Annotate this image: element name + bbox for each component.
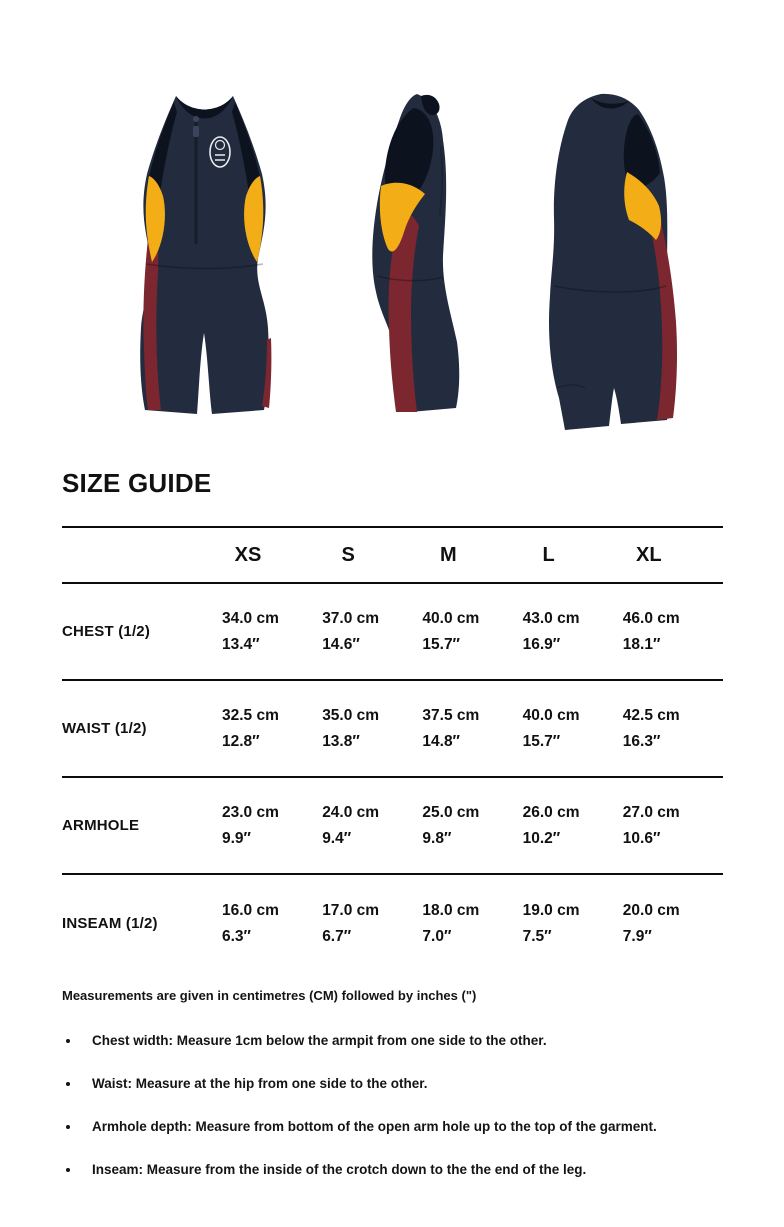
measurement-cell: 25.0 cm 9.8″ <box>422 803 480 847</box>
measurement-cell: 23.0 cm 9.9″ <box>222 803 279 847</box>
unisuit-back-image <box>501 88 711 440</box>
measurement-cell: 27.0 cm 10.6″ <box>622 803 680 847</box>
measurement-cell: 35.0 cm 13.8″ <box>322 706 380 750</box>
size-column-header-xl: XL <box>636 543 662 566</box>
back-body-panel <box>549 94 673 430</box>
measurement-cell: 24.0 cm 9.4″ <box>322 803 380 847</box>
instruction-chest: Chest width: Measure 1cm below the armpit from one side to the other. <box>62 1033 723 1049</box>
measurement-cell: 16.0 cm 6.3″ <box>222 901 279 945</box>
size-column-header-l: L <box>542 543 555 566</box>
bullet-icon <box>66 1082 70 1086</box>
page-title: SIZE GUIDE <box>62 468 212 498</box>
table-row-waist <box>62 681 723 778</box>
size-table-header-row <box>62 526 723 584</box>
measurement-cell: 18.0 cm 7.0″ <box>422 901 480 945</box>
measurement-cell: 19.0 cm 7.5″ <box>522 901 580 945</box>
instruction-waist: Waist: Measure at the hip from one side to the other. <box>62 1076 723 1092</box>
bullet-icon <box>66 1125 70 1129</box>
measurement-cell: 37.5 cm 14.8″ <box>422 706 480 750</box>
size-column-header-m: M <box>440 543 457 566</box>
instruction-inseam: Inseam: Measure from the inside of the crotch down to the the end of the leg. <box>62 1162 723 1178</box>
product-image-front <box>84 88 314 445</box>
product-image-back <box>501 88 711 445</box>
measurement-cell: 34.0 cm 13.4″ <box>222 609 279 653</box>
measurement-cell: 42.5 cm 16.3″ <box>622 706 680 750</box>
size-column-header-s: S <box>341 543 355 566</box>
measurement-units-note: Measurements are given in centimetres (CM) followed by inches (") <box>62 988 477 1003</box>
size-column-header-xs: XS <box>234 543 262 566</box>
front-zip-tab <box>193 116 199 122</box>
row-label-chest: CHEST (1/2) <box>62 623 151 640</box>
size-table <box>62 526 723 972</box>
unisuit-side-image <box>320 88 495 440</box>
measurement-cell: 40.0 cm 15.7″ <box>422 609 480 653</box>
table-row-inseam <box>62 875 723 972</box>
row-label-inseam: INSEAM (1/2) <box>62 915 158 932</box>
front-zip-pull <box>193 126 199 137</box>
measurement-cell: 46.0 cm 18.1″ <box>622 609 680 653</box>
measurement-cell: 17.0 cm 6.7″ <box>322 901 380 945</box>
measurement-cell: 40.0 cm 15.7″ <box>522 706 580 750</box>
unisuit-front-image <box>84 88 314 440</box>
measurement-cell: 37.0 cm 14.6″ <box>322 609 380 653</box>
measurement-cell: 26.0 cm 10.2″ <box>522 803 580 847</box>
row-label-waist: WAIST (1/2) <box>62 720 147 737</box>
measurement-cell: 43.0 cm 16.9″ <box>522 609 580 653</box>
table-row-chest <box>62 584 723 681</box>
instruction-armhole: Armhole depth: Measure from bottom of the open arm hole up to the top of the garment. <box>62 1119 723 1135</box>
measurement-cell: 32.5 cm 12.8″ <box>222 706 279 750</box>
measurement-instructions <box>62 1033 723 1178</box>
product-image-side <box>320 88 495 445</box>
product-image-row <box>62 60 723 450</box>
bullet-icon <box>66 1039 70 1043</box>
measurement-cell: 20.0 cm 7.9″ <box>622 901 680 945</box>
bullet-icon <box>66 1168 70 1172</box>
table-row-armhole <box>62 778 723 875</box>
row-label-armhole: ARMHOLE <box>62 817 140 834</box>
